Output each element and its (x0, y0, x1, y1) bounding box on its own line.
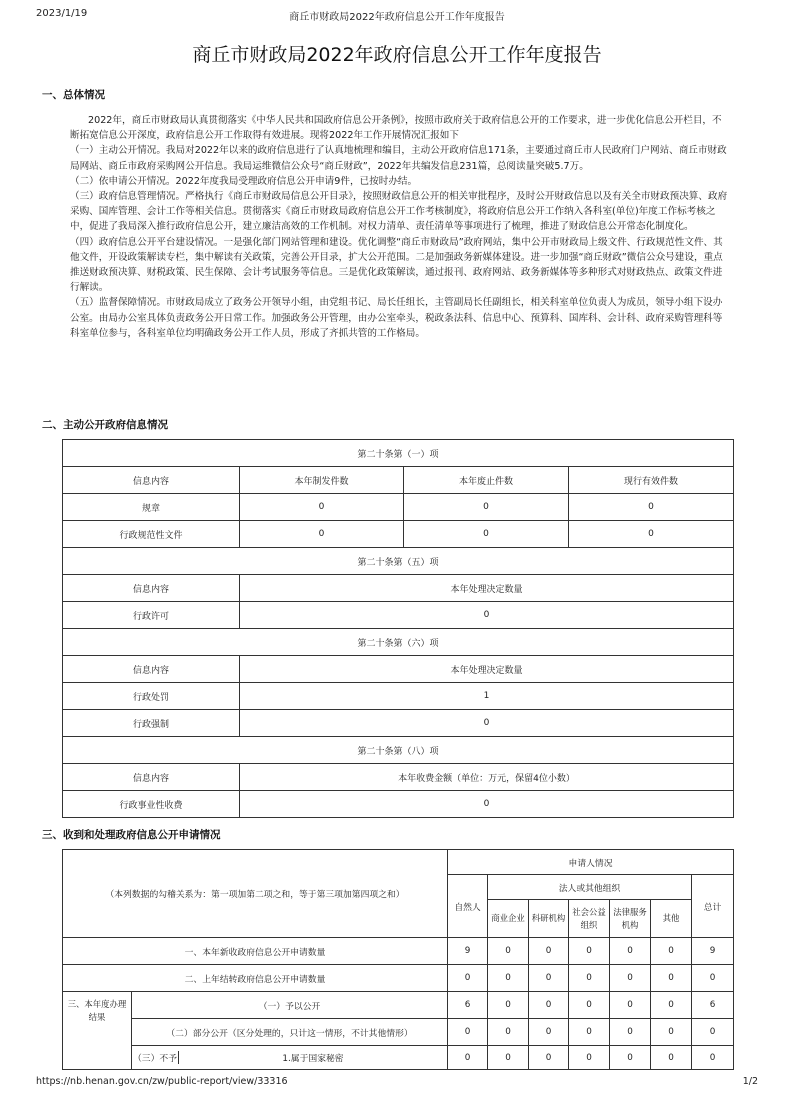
column-header: 本年处理决定数量 (240, 656, 734, 683)
table-cell: 0 (569, 938, 610, 965)
row-label: 行政规范性文件 (63, 521, 240, 548)
table-cell: 1 (240, 683, 734, 710)
column-header: 现行有效件数 (569, 467, 734, 494)
overview-p4: （四）政府信息公开平台建设情况。一是强化部门网站管理和建设。优化调整“商丘市财政局”政府网站，集中公开市财政局上级文件、行政规范性文件、其他文件，开设政策解读专栏，集中解读有关政策，完善公开目录，扩大公开范围。二是加强政务新媒体建设。进一步加强“商丘财政”微信公众号建设，重点推送财政预决算、财税政策、民生保障、会计考试服务等信息。三是优化政策解读，通过报刊、政府网站、政务新媒体等多种形式对财政热点、政策文件进行解读。 (70, 236, 723, 294)
column-header: 本年制发件数 (240, 467, 404, 494)
table-cell: 0 (569, 992, 610, 1019)
table-cell: 0 (610, 1046, 651, 1070)
print-header (36, 8, 758, 22)
table-cell: 0 (488, 965, 529, 992)
table-cell: 0 (610, 965, 651, 992)
table-cell: 0 (240, 521, 404, 548)
column-header: 本年废止件数 (404, 467, 569, 494)
table-cell: 0 (240, 710, 734, 737)
table-row (63, 791, 734, 818)
table-row (63, 683, 734, 710)
table-cell: 0 (529, 1046, 569, 1070)
table-row (63, 938, 734, 965)
table-cell: 0 (488, 938, 529, 965)
page-number: 1/2 (742, 1076, 758, 1087)
table-cell: 0 (610, 992, 651, 1019)
column-header: 商业企业 (488, 900, 529, 938)
table-cell: 0 (569, 521, 734, 548)
table-row (63, 710, 734, 737)
row-label: 行政事业性收费 (63, 791, 240, 818)
table-cell: 0 (651, 965, 692, 992)
table-row (63, 1046, 734, 1070)
table-cell: 0 (692, 1046, 734, 1070)
table-cell: 0 (529, 1019, 569, 1046)
column-header: 总计 (692, 875, 734, 938)
column-header: 科研机构 (529, 900, 569, 938)
table-cell: 0 (448, 965, 488, 992)
table-cell: 0 (488, 1046, 529, 1070)
table-subheader: 第二十条第（六）项 (63, 629, 734, 656)
row-label: 规章 (63, 494, 240, 521)
column-header: 自然人 (448, 875, 488, 938)
overview-p3: （三）政府信息管理情况。严格执行《商丘市财政局信息公开目录》，按照财政信息公开的相关审批程序，及时公开财政信息以及有关全市财政预决算、政府采购、国库管理、会计工作等相关信息。贯彻落实《商丘市财政局政府信息公开工作考核制度》，将政府信息公开工作纳入各科室(单位)年度工作标考核之中，促进了我局深入推行政府信息公开，建立廉洁高效的工作机制。对权力清单、责任清单等事项进行了梳理，推进了财政信息公开常态化制度化。 (70, 191, 728, 233)
table-cell: 0 (488, 992, 529, 1019)
table-cell: 0 (651, 938, 692, 965)
table-cell: 0 (240, 791, 734, 818)
row-label: 行政许可 (63, 602, 240, 629)
table-cell: 0 (240, 602, 734, 629)
table-cell: 0 (610, 1019, 651, 1046)
row-label: 一、本年新收政府信息公开申请数量 (63, 938, 448, 965)
column-header: 其他 (651, 900, 692, 938)
table-cell: 0 (569, 965, 610, 992)
document-title: 商丘市财政局2022年政府信息公开工作年度报告 (192, 44, 602, 66)
section-heading-proactive: 二、主动公开政府信息情况 (42, 419, 168, 431)
column-header: 本年收费金额（单位：万元，保留4位小数） (240, 764, 734, 791)
table-cell: 0 (240, 494, 404, 521)
table-cell: 0 (610, 938, 651, 965)
table-cell: 0 (529, 992, 569, 1019)
print-date: 2023/1/19 (36, 8, 88, 19)
column-header: 社会公益组织 (569, 900, 610, 938)
table-row (63, 965, 734, 992)
column-header: 本年处理决定数量 (240, 575, 734, 602)
overview-intro: 2022年，商丘市财政局认真贯彻落实《中华人民共和国政府信息公开条例》，按照市政府关于政府信息公开的工作要求，进一步优化信息公开栏目，不断拓宽信息公开深度，政府信息公开工作取得有效进展。现将2022年工作开展情况汇报如下 (70, 115, 722, 142)
column-header: 信息内容 (63, 656, 240, 683)
section-heading-requests: 三、收到和处理政府信息公开申请情况 (42, 829, 221, 841)
table-cell: 0 (529, 938, 569, 965)
table-note: （本列数据的勾稽关系为：第一项加第二项之和，等于第三项加第四项之和） (63, 850, 448, 938)
table-cell: 0 (529, 965, 569, 992)
row-label: 1.属于国家秘密 (282, 1054, 344, 1064)
table-cell: 0 (651, 1019, 692, 1046)
group-label: 三、本年度办理结果 (63, 992, 132, 1070)
table-row (63, 521, 734, 548)
table-cell: 0 (569, 1019, 610, 1046)
table-cell: 0 (569, 1046, 610, 1070)
print-footer (36, 1076, 758, 1090)
row-label: （一）予以公开 (132, 992, 448, 1019)
print-title: 商丘市财政局2022年政府信息公开工作年度报告 (289, 12, 505, 23)
table-cell: 0 (692, 1019, 734, 1046)
row-label: 行政处罚 (63, 683, 240, 710)
table-row (63, 602, 734, 629)
table-cell: 0 (651, 1046, 692, 1070)
overview-p5: （五）监督保障情况。市财政局成立了政务公开领导小组，由党组书记、局长任组长，主管副局长任副组长，相关科室单位负责人为成员，领导小组下设办公室。由局办公室具体负责政务公开日常工作。加强政务公开管理，由办公室牵头，税政条法科、信息中心、预算科、国库科、会计科、政府采购管理科等科室单位参与，各科室单位均明确政务公开工作人员，形成了齐抓共管的工作格局。 (70, 297, 723, 339)
table-cell: 0 (448, 1046, 488, 1070)
table-cell: 6 (692, 992, 734, 1019)
table-cell: 0 (448, 1019, 488, 1046)
application-handling-table (62, 849, 734, 1070)
row-label: （二）部分公开（区分处理的，只计这一情形，不计其他情形） (132, 1019, 448, 1046)
sub-group-label: （三）不予 (132, 1051, 179, 1064)
proactive-disclosure-table (62, 439, 734, 818)
table-subheader: 第二十条第（五）项 (63, 548, 734, 575)
section-heading-overview: 一、总体情况 (42, 89, 105, 101)
overview-text (70, 113, 730, 341)
column-header: 信息内容 (63, 764, 240, 791)
table-row (63, 1019, 734, 1046)
table-cell: 9 (448, 938, 488, 965)
table-cell: 0 (488, 1019, 529, 1046)
table-cell: 0 (404, 494, 569, 521)
table-row (63, 992, 734, 1019)
table-subheader: 第二十条第（一）项 (63, 440, 734, 467)
table-cell: 9 (692, 938, 734, 965)
column-header: 信息内容 (63, 467, 240, 494)
table-row (63, 494, 734, 521)
table-cell: 0 (404, 521, 569, 548)
row-label: 行政强制 (63, 710, 240, 737)
table-subheader: 第二十条第（八）项 (63, 737, 734, 764)
column-header: 信息内容 (63, 575, 240, 602)
table-cell: 0 (569, 494, 734, 521)
table-cell: 6 (448, 992, 488, 1019)
table-cell: 0 (651, 992, 692, 1019)
overview-p1: （一）主动公开情况。我局对2022年以来的政府信息进行了认真地梳理和编目，主动公开政府信息171条，主要通过商丘市人民政府门户网站、商丘市财政局网站、商丘市政府采购网公开信息。我局运维微信公众号“商丘财政”，2022年共编发信息231篇，总阅读量突破5.7万。 (70, 145, 727, 172)
column-header: 法律服务机构 (610, 900, 651, 938)
column-header: 法人或其他组织 (488, 875, 692, 900)
column-header: 申请人情况 (448, 850, 734, 875)
table-cell: 0 (692, 965, 734, 992)
row-label: 二、上年结转政府信息公开申请数量 (63, 965, 448, 992)
page-url-link[interactable]: https://nb.henan.gov.cn/zw/public-report/view/33316 (36, 1076, 288, 1087)
overview-p2: （二）依申请公开情况。2022年度我局受理政府信息公开申请9件，已按时办结。 (70, 175, 418, 187)
